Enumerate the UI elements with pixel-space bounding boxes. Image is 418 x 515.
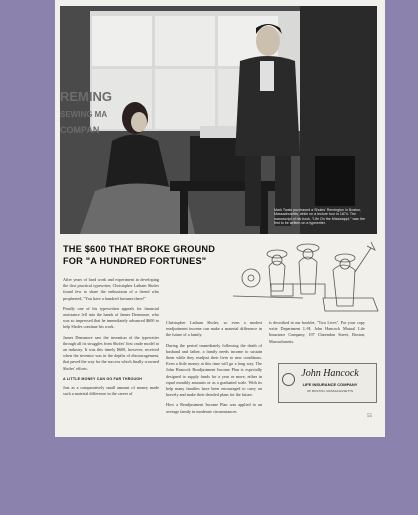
john-hancock-logo	[278, 363, 377, 403]
sketch-illustration	[233, 236, 381, 328]
col1-paragraph-3: James Densmore saw the invention of the typewriter through all its struggles from Sholes' first crude model to an industry. It was this timely $600, however, received when the inventor was in the depths of discouragement, that paved the way for the success which finally crowned Sholes' efforts.	[63, 334, 159, 371]
col1-paragraph-2: Finally one of his typewritten appeals for financial assistance fell into the hands of James Densmore, who was so impressed that he immediately advanced $600 to help Sholes continue his work.	[63, 305, 159, 330]
sketch-drawing	[233, 236, 381, 328]
col2-paragraph-2: During the period immediately following the death of husband and father, a family needs income to sustain them while they readjust their lives to new conditions. Even a little money at this time will go a long way. The John Hancock Readjustment Income Plan is especially designed to supply funds for a year or more, either in equal monthly amounts or as a graduated scale. With its help many families have been encouraged to carry on bravely and make their detailed plans for the future.	[166, 342, 262, 398]
photo-illustration	[60, 6, 377, 234]
body-column-2	[166, 320, 262, 419]
col2-paragraph-1: Christopher Latham Sholes, so even a modest readjustment income can make a material difference in the future of a family.	[166, 320, 262, 338]
headline-line-1: THE $600 THAT BROKE GROUND	[63, 244, 216, 254]
logo-script: John Hancock	[301, 368, 359, 379]
ad-headline	[63, 243, 233, 267]
logo-company-name: LIFE INSURANCE COMPANY	[302, 382, 358, 387]
page-number: 55	[367, 414, 372, 419]
body-column-3	[269, 320, 365, 349]
col1-paragraph-4: Just as a comparatively small amount of money made such a material difference in the career of	[63, 385, 159, 397]
logo-location: OF BOSTON, MASSACHUSETTS	[307, 389, 353, 393]
sign-line-3: COMPAN	[60, 125, 100, 135]
sign-line-2: SEWING MA	[60, 110, 108, 119]
col2-paragraph-3: How a Readjustment Income Plan was applied to an average family in moderate circumstances	[166, 402, 262, 414]
photo-caption: Mark Twain purchased a Sholes' Remington in Boston, Massachusetts, while on a lecture tour in 1874. The manuscript of his book, "Life On the Mississippi," was the first to be written on a typewriter.	[274, 207, 365, 226]
sign-line-1: REMING	[60, 89, 112, 104]
body-column-1	[63, 277, 159, 401]
col1-paragraph-1: After years of hard work and experiment in developing the first practical typewriter, Christopher Latham Sholes found few to share the enthusiasm of a friend who prophesied, "You have a hundred fortunes there!"	[63, 277, 159, 301]
headline-line-2: FOR "A HUNDRED FORTUNES"	[63, 256, 207, 266]
col1-subhead: A LITTLE MONEY CAN GO FAR THROUGH	[63, 376, 143, 381]
historical-photo	[60, 6, 377, 234]
col3-paragraph-1: is described in our booklet, "Two Lives". For your copy write Department L-H, John Hancock Mutual Life Insurance Company, 197 Clarendon Street, Boston, Massachusetts.	[269, 320, 365, 344]
